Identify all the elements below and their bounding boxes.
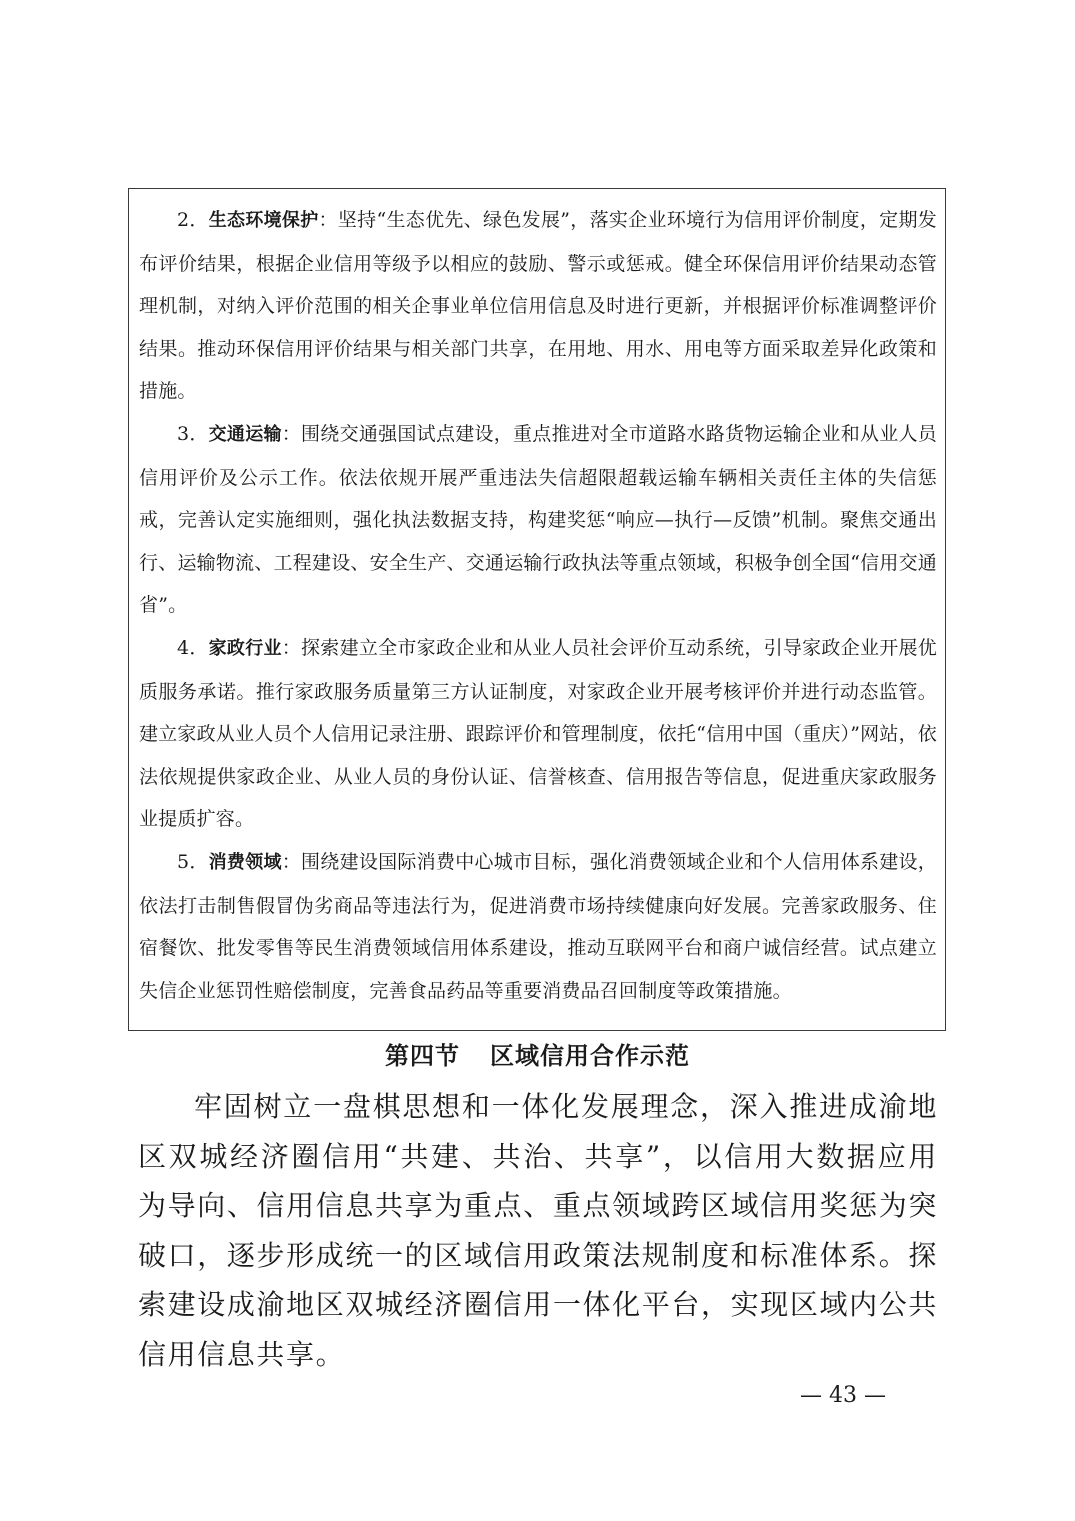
item-term: 交通运输 xyxy=(208,423,282,445)
item-text: ：围绕建设国际消费中心城市目标，强化消费领域企业和个人信用体系建设，依法打击制售假冒伪劣商品等违法行为，促进消费市场持续健康向好发展。完善家政服务、住宿餐饮、批发零售等民生消费领域信用体系建设，推动互联网平台和商户诚信经营。试点建立失信企业惩罚性赔偿制度，完善食品药品等重要消费品召回制度等政策措施。 xyxy=(139,850,937,1002)
page-number: — 43 — xyxy=(800,1383,886,1408)
item-text: ：围绕交通强国试点建设，重点推进对全市道路水路货物运输企业和从业人员信用评价及公示工作。依法依规开展严重违法失信超限超载运输车辆相关责任主体的失信惩戒，完善认定实施细则，强化执法数据支持，构建奖惩“响应—执行—反馈”机制。聚焦交通出行、运输物流、工程建设、安全生产、交通运输行政执法等重点领域，积极争创全国“信用交通省”。 xyxy=(139,422,937,617)
paragraph-housekeeping xyxy=(139,627,937,841)
item-text: ：探索建立全市家政企业和从业人员社会评价互动系统，引导家政企业开展优质服务承诺。推行家政服务质量第三方认证制度，对家政企业开展考核评价并进行动态监管。建立家政从业人员个人信用记录注册、跟踪评价和管理制度，依托“信用中国（重庆）”网站，依法依规提供家政企业、从业人员的身份认证、信誉核查、信用报告等信息，促进重庆家政服务业提质扩容。 xyxy=(139,636,937,831)
body-paragraph: 牢固树立一盘棋思想和一体化发展理念，深入推进成渝地区双城经济圈信用“共建、共治、共享”，以信用大数据应用为导向、信用信息共享为重点、重点领域跨区域信用奖惩为突破口，逐步形成统一的区域信用政策法规制度和标准体系。探索建设成渝地区双城经济圈信用一体化平台，实现区域内公共信用信息共享。 xyxy=(138,1090,938,1371)
item-number: 2． xyxy=(177,209,209,231)
paragraph-consumption xyxy=(139,841,937,1012)
item-number: 3． xyxy=(177,422,209,445)
boxed-text-panel xyxy=(128,188,946,1031)
paragraph-transport xyxy=(139,413,937,627)
item-number: 5． xyxy=(177,850,209,873)
section-number: 第四节 xyxy=(385,1041,460,1070)
item-term: 家政行业 xyxy=(208,637,282,659)
section-heading: 区域信用合作示范 xyxy=(490,1041,690,1070)
paragraph-ecology xyxy=(139,199,937,413)
item-term: 生态环境保护 xyxy=(208,210,319,231)
item-term: 消费领域 xyxy=(208,851,282,873)
item-text: ：坚持“生态优先、绿色发展”，落实企业环境行为信用评价制度，定期发布评价结果，根据企业信用等级予以相应的鼓励、警示或惩戒。健全环保信用评价结果动态管理机制，对纳入评价范围的相关企事业单位信用信息及时进行更新，并根据评价标准调整评价结果。推动环保信用评价结果与相关部门共享，在用地、用水、用电等方面采取差异化政策和措施。 xyxy=(139,209,937,403)
item-number: 4． xyxy=(177,636,209,659)
section-title xyxy=(0,1036,1075,1076)
